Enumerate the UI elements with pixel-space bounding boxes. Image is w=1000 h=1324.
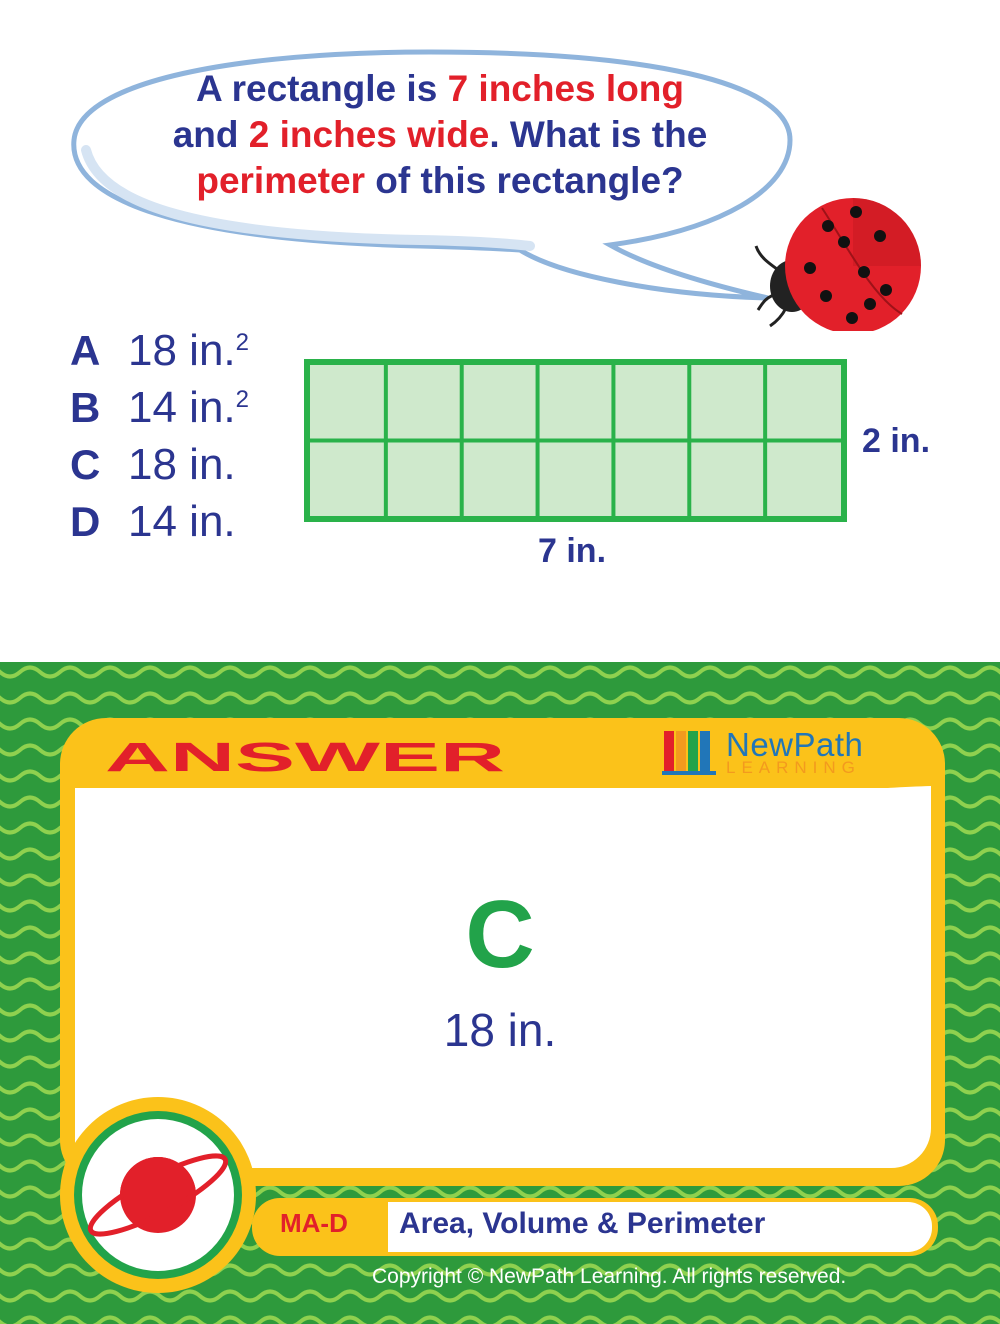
grid-lines xyxy=(310,365,841,516)
choice-a[interactable]: A 18 in. $^2$ xyxy=(70,325,249,375)
choice-c[interactable]: C 18 in. xyxy=(70,439,236,489)
width-label: 7 in. xyxy=(538,532,607,570)
choice-d[interactable]: D 14 in. xyxy=(70,496,236,546)
subject-title: Area, Volume & Perimeter xyxy=(399,1207,766,1240)
answer-heading xyxy=(103,735,523,795)
height-label: 2 in. xyxy=(862,422,931,460)
choice-b[interactable]: B 14 in. $^2$ xyxy=(70,382,249,432)
copyright-text: Copyright © NewPath Learning. All rights reserved. xyxy=(372,1265,847,1288)
highlight-perimeter: perimeter xyxy=(196,160,365,201)
ladybug-icon xyxy=(752,186,927,331)
choices-list xyxy=(70,322,249,550)
highlight-width: 2 inches wide xyxy=(248,114,490,155)
answer-letter: C xyxy=(465,881,535,988)
svg-text:ANSWER: ANSWER xyxy=(105,735,506,781)
newpath-logo: NewPath LEARNING xyxy=(662,727,863,777)
rectangle-grid xyxy=(304,359,847,522)
highlight-length: 7 inches long xyxy=(447,68,684,109)
question-text: A rectangle is 7 inches long and 2 inches wide. What is the perimeter of this rectangle? xyxy=(172,68,708,201)
card-code: MA-D xyxy=(280,1208,348,1238)
answer-value: 18 in. xyxy=(443,1004,557,1056)
book-logo-icon xyxy=(662,727,718,777)
planet-icon xyxy=(58,1095,258,1295)
